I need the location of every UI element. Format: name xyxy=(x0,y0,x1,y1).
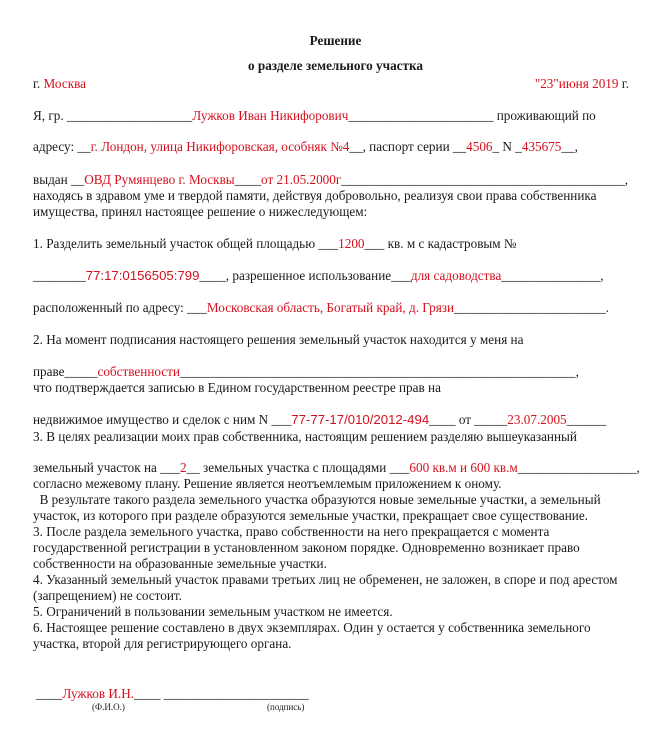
document-subtitle: о разделе земельного участка xyxy=(247,58,423,73)
paragraph-line: согласно межевому плану. Решение является неотъемлемым приложением к оному. xyxy=(33,476,502,491)
paragraph-line: 4. Указанный земельный участок правами третьих лиц не обременен, не заложен, в споре и под арестом xyxy=(33,572,618,587)
registry-line xyxy=(33,412,606,428)
text-fragment: ______ xyxy=(566,412,607,427)
text-fragment: 1. Разделить земельный участок общей площадью ___ xyxy=(33,236,339,251)
paragraph-line: имущества, принял настоящее решение о нижеследующем: xyxy=(33,204,368,219)
paragraph-line: 6. Настоящее решение составлено в двух экземплярах. Один у остается у собственника земельного xyxy=(33,620,591,635)
place-prefix: г. xyxy=(33,76,44,91)
address-line xyxy=(33,139,578,155)
item-2-line: 2. На момент подписания настоящего решения земельный участок находится у меня на xyxy=(33,332,524,347)
issued-line xyxy=(33,172,628,188)
applicant-line xyxy=(33,108,596,124)
area-value: 1200 xyxy=(338,236,365,251)
text-fragment: ___________________________________________, xyxy=(341,172,629,187)
text-fragment: ____________________________________________________________, xyxy=(179,364,579,379)
parts-areas-value: 600 кв.м и 600 кв.м xyxy=(409,460,518,475)
text-fragment: земельный участок на ___ xyxy=(33,460,180,475)
paragraph-line: собственности на образованные земельные участки. xyxy=(33,556,327,571)
paragraph-line: (запрещением) не состоит. xyxy=(33,588,182,603)
document-title: Решение xyxy=(309,33,362,48)
parts-count-value: 2 xyxy=(179,460,187,475)
date-value: "23"июня 2019 xyxy=(534,76,619,91)
right-type-value: собственности xyxy=(97,364,180,379)
text-fragment: ______________________ проживающий по xyxy=(348,108,596,123)
text-fragment: __, паспорт серии __ xyxy=(349,139,467,154)
text-fragment: Я, гр. ___________________ xyxy=(33,108,193,123)
text-fragment: _______________________. xyxy=(454,300,609,315)
text-fragment: расположенный по адресу: ___ xyxy=(33,300,207,315)
parts-line xyxy=(33,460,640,476)
plot-address-line xyxy=(33,300,609,316)
usage-value: для садоводства xyxy=(410,268,502,283)
text-fragment: _______________, xyxy=(501,268,604,283)
text-fragment: __ земельных участка с площадями ___ xyxy=(186,460,410,475)
text-fragment: адресу: __ xyxy=(33,139,91,154)
place-line xyxy=(33,76,86,92)
text-fragment: ____ от _____ xyxy=(429,412,508,427)
paragraph-line: участок, из которого при разделе образуются земельные участки, прекращает свое существование. xyxy=(33,508,588,523)
passport-series-value: 4506 xyxy=(466,139,493,154)
text-fragment: недвижимое имущество и сделок с ним N ___ xyxy=(33,412,292,427)
signature-line xyxy=(36,686,309,702)
signature-caption: (подпись) xyxy=(267,702,305,712)
city-value: Москва xyxy=(43,76,87,91)
text-fragment: выдан __ xyxy=(33,172,85,187)
issued-date-value: от 21.05.2000г xyxy=(261,172,342,187)
text-fragment: _ N _ xyxy=(492,139,522,154)
text-fragment: ____ xyxy=(36,686,63,701)
right-line xyxy=(33,364,579,380)
paragraph-line: государственной регистрации в установленном законом порядке. Одновременно возникает право xyxy=(33,540,580,555)
registration-date-value: 23.07.2005 xyxy=(507,412,567,427)
text-fragment: ____ ______________________ xyxy=(134,686,309,701)
cadastral-value: 77:17:0156505:799 xyxy=(85,268,200,283)
paragraph-line: находясь в здравом уме и твердой памяти, действуя добровольно, реализуя свои права собственника xyxy=(33,188,597,203)
cadastral-line xyxy=(33,268,604,284)
paragraph-line: В результате такого раздела земельного участка образуются новые земельные участки, а земельный xyxy=(33,492,601,507)
paragraph-line: что подтверждается записью в Едином государственном реестре прав на xyxy=(33,380,441,395)
paragraph-line: 5. Ограничений в пользовании земельным участком не имеется. xyxy=(33,604,393,619)
fio-caption: (Ф.И.О.) xyxy=(92,702,125,712)
passport-number-value: 435675 xyxy=(521,139,562,154)
issued-by-value: ОВД Румянцево г. Москвы xyxy=(84,172,235,187)
paragraph-line: участка, второй для регистрирующего органа. xyxy=(33,636,292,651)
item-1-line xyxy=(33,236,517,252)
date-suffix: г. xyxy=(618,76,629,91)
text-fragment: ___ кв. м с кадастровым № xyxy=(364,236,517,251)
text-fragment: ________ xyxy=(33,268,86,283)
date-line xyxy=(535,76,629,92)
text-fragment: __________________, xyxy=(517,460,640,475)
paragraph-line: 3. После раздела земельного участка, право собственности на него прекращается с момента xyxy=(33,524,550,539)
text-fragment: __, xyxy=(561,139,578,154)
full-name-value: Лужков Иван Никифорович xyxy=(192,108,349,123)
address-value: г. Лондон, улица Никифоровская, особняк №4 xyxy=(90,139,350,154)
text-fragment: праве_____ xyxy=(33,364,98,379)
text-fragment: ____ xyxy=(234,172,262,187)
plot-address-value: Московская область, Богатый край, д. Грязи xyxy=(206,300,455,315)
signer-name-value: Лужков И.Н. xyxy=(62,686,135,701)
item-3-line: 3. В целях реализации моих прав собственника, настоящим решением разделяю вышеуказанный xyxy=(33,429,577,444)
registration-number-value: 77-77-17/010/2012-494 xyxy=(291,412,430,427)
text-fragment: ____, разрешенное использование___ xyxy=(199,268,411,283)
